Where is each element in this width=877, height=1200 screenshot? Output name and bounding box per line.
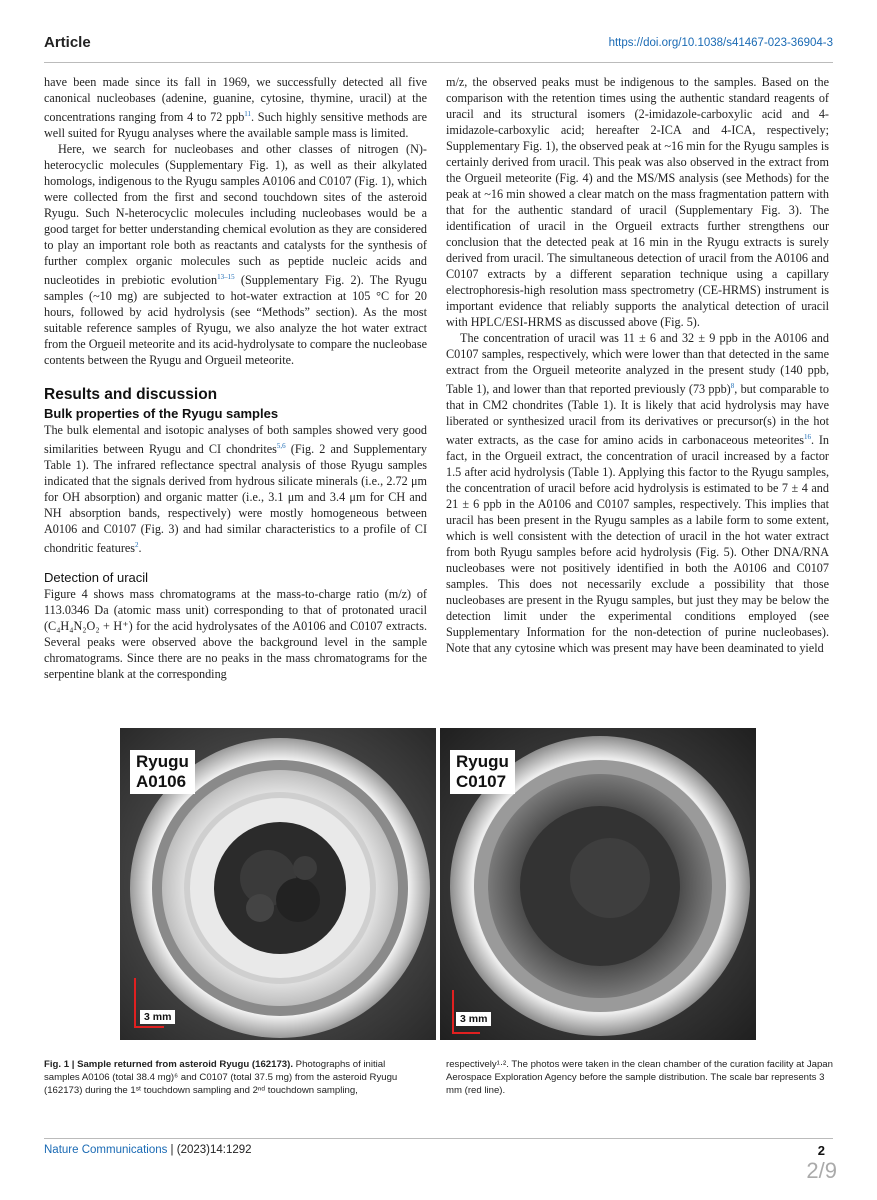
scale-bar-label-b: 3 mm [456,1012,491,1026]
paragraph-retention: m/z, the observed peaks must be indigenous to the samples. Based on the comparison with the retention times using the authentic standard reagents of uracil and its structural isomers (2-imidazole-carboxylic acid and 4-imidazole-carboxylic acid; hereafter 2-ICA and 4-ICA, respectively; Supplementary Fig. 1), the observed peak at ~16 min for the Ryugu samples is certainly derived from uracil. This peak was also observed in the extract from the Orgueil meteorite (Fig. 4) and the MS/MS analysis (see Methods) for the peak at ~16 min showed a clear match on the mass fragmentation pattern with that for the authentic standard of uracil (Supplementary Fig. 3). The identification of uracil in the Orgueil extracts further strengthens our conclusion that the detected peak at 16 min in the Ryugu extracts is surely derived from uracil. The simultaneous detection of uracil from the A0106 and C0107 extracts by a different separation technique using a capillary electrophoresis-high resolution mass spectrometry (CE-HRMS) instrument is important evidence that reliably supports the analytical detection of uracil with HPLC/ESI-HRMS as discussed above (Fig. 5). [446,75,829,329]
sample-label-a0106: Ryugu A0106 [130,750,195,794]
photo-ryugu-c0107 [440,728,756,1040]
paragraph-concentration: The concentration of uracil was 11 ± 6 and 32 ± 9 ppb in the A0106 and C0107 samples, respectively, which were lower than that detected in the same extract from the Orgueil meteorite analyzed in the present study (140 ppb, Table 1), and lower than that reported previously (73 ppb)$^8$, but comparable to that in CM2 chondrites (Table 1). It is likely that acid hydrolysis may have liberated or synthesized uracil from its derivatives or precursor(s) in the hot water extracts, as the case for amino acids in carbonaceous meteorites$^{16}$. In fact, in the Orgueil extract, the concentration of uracil increased by a factor 1.5 after acid hydrolysis (Table 1). Applying this factor to the Ryugu samples, the concentration of uracil before acid hydrolysis is estimated to be 7 ± 4 and 21 ± 6 ppb in the A0106 and C0107 samples, respectively. This implies that uracil has been present in the Ryugu samples as a labile form to some extent, which is well consistent with the detection of uracil in the hot water extract from both Ryugu samples before acid hydrolysis (Fig. 5). Other DNA/RNA nucleobases were not positively identified in both the A0106 and C0107 samples. This does not necessarily exclude a possibility that those nucleobases are present in the Ryugu samples, but just they may be below the detection limit under the experimental conditions employed (see Supplementary Information for the non-detection of purine nucleobases). Note that any cytosine which was present may have been deaminated to yield [446,331,830,656]
citation-text: | (2023)14:1292 [167,1144,252,1156]
figure-1 [120,728,756,1040]
citation-ref[interactable]: 13–15 [217,273,235,282]
photo-ryugu-a0106 [120,728,436,1040]
paragraph-search: Here, we search for nucleobases and other classes of nitrogen (N)-heterocyclic molecules (Supplementary Fig. 1), as well as their alkylated homologs, indigenous to the Ryugu samples A0106 and C0107 (Fig. 1), which were collected from the first and second touchdown sites of the asteroid Ryugu. Such N-heterocyclic molecules including nucleobases would be a good target for better understanding chemical evolution as they are considered to play an important role both as reactants and catalysts for the synthesis of further complex organic molecules such as peptide nucleic acids and nucleotides in prebiotic evolution$^{13-15}$ (Supplementary Fig. 2). The Ryugu samples (~10 mg) are subjected to hot-water extraction at 105 °C for 20 hours, followed by acid hydrolysis (see “Methods” section). As the most suitable reference samples of Ryugu, we also analyze the hot water extract from the Orgueil meteorite and its acid-hydrolysate to compare the nucleobase contents between the Ryugu and Orgueil meteorite. [44,142,428,368]
article-type-label: Article [44,34,91,51]
figure-caption-label: Fig. 1 | Sample returned from asteroid Ryugu (162173). [44,1059,293,1070]
page-footer [44,1144,252,1156]
citation-ref[interactable]: 2 [135,541,139,550]
right-column [446,74,829,656]
doi-link[interactable]: https://doi.org/10.1038/s41467-023-36904-3 [608,37,833,49]
paragraph-intro: have been made since its fall in 1969, we successfully detected all five canonical nucleobases (adenine, guanine, cytosine, thymine, uracil) at the concentrations ranging from 4 to 72 ppb$^{11}$. Such highly sensitive methods are well suited for Ryugu analyses where the available sample mass is limited. [44,75,427,141]
journal-name-link[interactable]: Nature Communications [44,1144,168,1156]
page-number: 2 [817,1143,825,1158]
footer-rule [44,1138,833,1139]
figure-caption-left: Fig. 1 | Sample returned from asteroid Ryugu (162173). Photographs of initial samples A0106 (total 38.4 mg)⁶ and C0107 (total 37.5 mg) from the asteroid Ryugu (162173) during the 1ˢᵗ touchdown sampling and 2ⁿᵈ touchdown sampling, [44,1059,398,1096]
figure-caption-right: respectively¹·². The photos were taken in the clean chamber of the curation facility at Japan Aerospace Exploration Agency before the sample distribution. The scale bar represents 3 mm (red line). [446,1059,833,1096]
citation-ref[interactable]: 8 [730,382,735,390]
citation-ref[interactable]: 11 [244,110,252,118]
paragraph-detection: Figure 4 shows mass chromatograms at the mass-to-charge ratio (m/z) of 113.0346 Da (atomic mass unit) corresponding to that of protonated uracil (C₄H₄N₂O₂ + H⁺) for the acid hydrolysates of the A0106 and C0107 extracts. Several peaks were observed above the background level in the sample chromatograms. Since there are no peaks in the mass chromatograms for the serpentine blank at the corresponding [44,587,427,682]
viewer-page-indicator: 2/9 [806,1158,837,1183]
citation-ref[interactable]: 5,6 [276,442,286,451]
left-column [44,74,427,682]
subsection-heading-bulk: Bulk properties of the Ryugu samples [44,406,279,422]
subsection-heading-detection: Detection of uracil [44,570,149,586]
scale-bar-label-a: 3 mm [140,1010,175,1024]
section-heading-results: Results and discussion [44,386,218,404]
citation-ref[interactable]: 16 [804,433,812,442]
sample-label-c0107: Ryugu C0107 [450,750,515,794]
paragraph-bulk: The bulk elemental and isotopic analyses of both samples showed very good similarities between Ryugu and CI chondrites$^{5,6}$ (Fig. 2 and Supplementary Table 1). The infrared reflectance spectral analysis of those Ryugu samples indicated that the signals derived from hydrous silicate minerals (i.e., 2.72 μm for OH absorption) and organic matter (i.e., 3.1 μm and 3.4 μm for CH and NH absorption bands, respectively) were mostly homogeneous between A0106 and C0107 (Fig. 3) and had similar characteristics to a profile of CI chondritic features$^2$. [44,423,427,556]
page-header [44,34,833,56]
header-rule [44,62,833,63]
